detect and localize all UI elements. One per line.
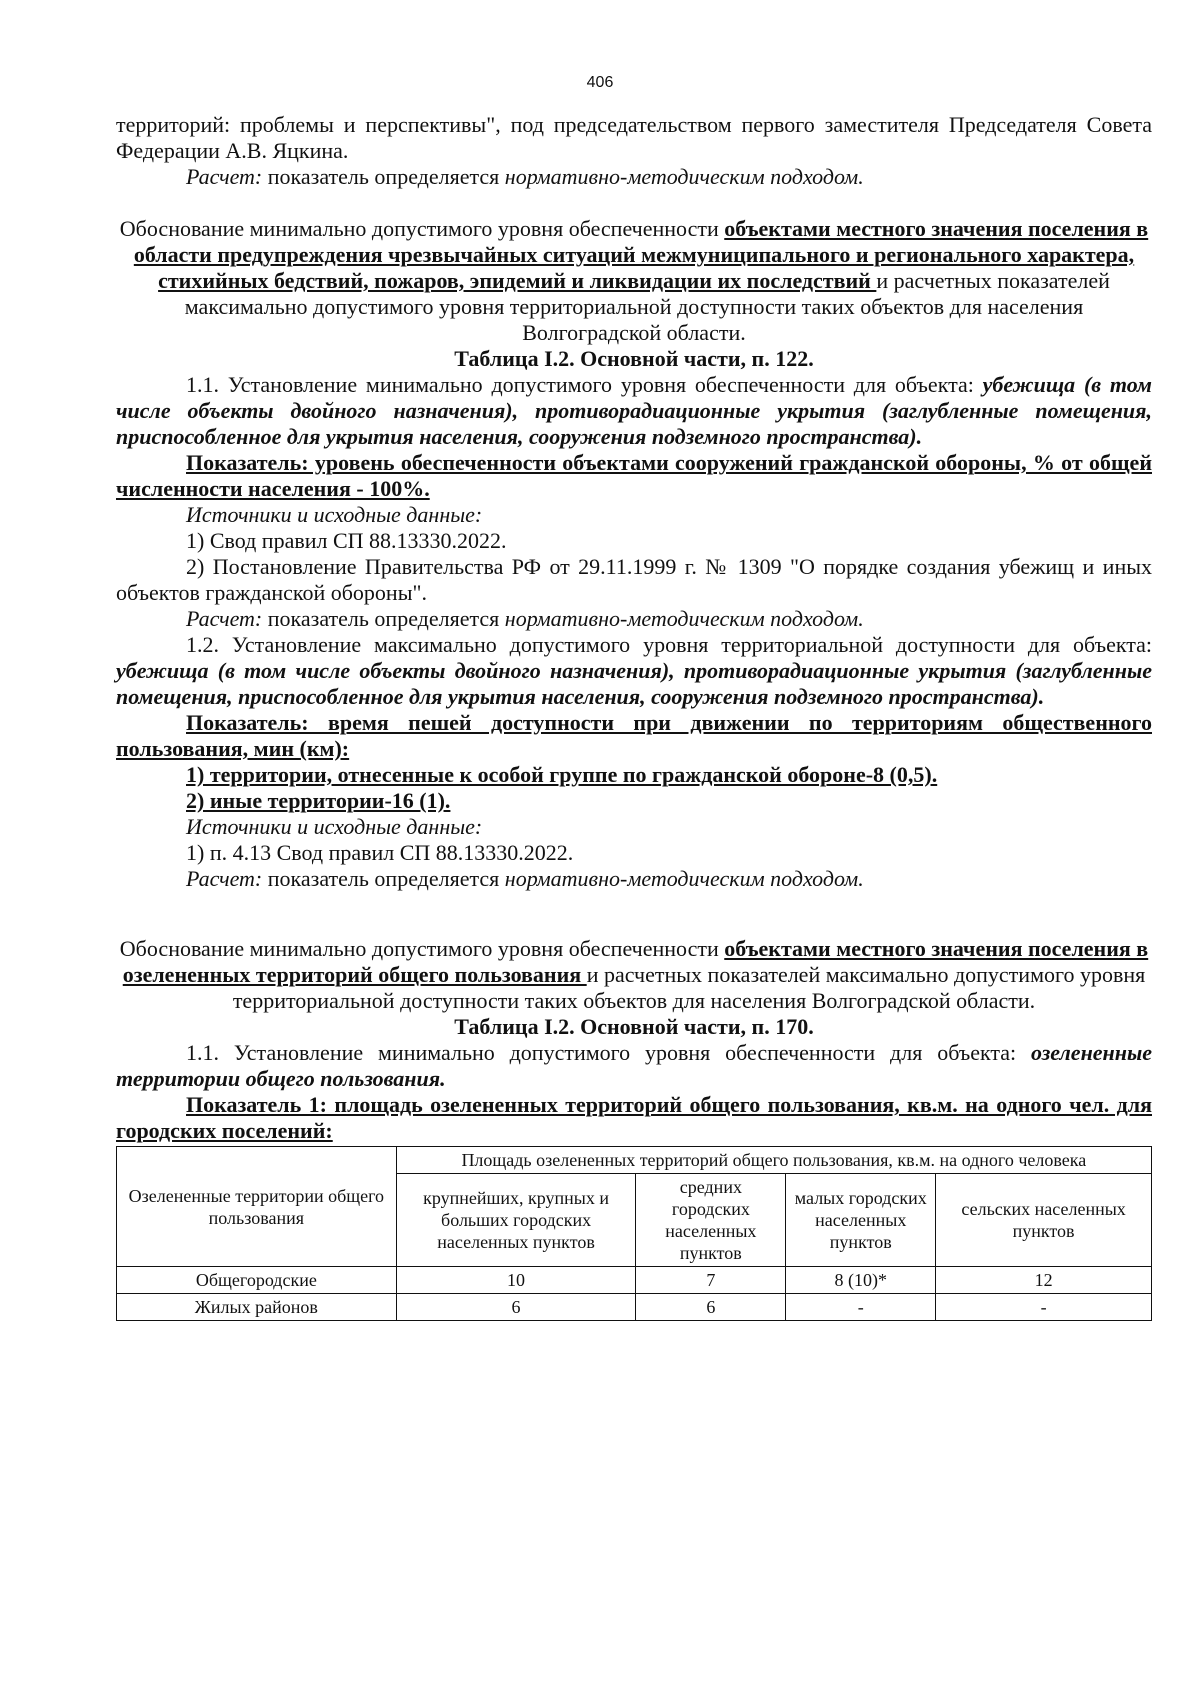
source-1: 1) Свод правил СП 88.13330.2022. [186, 528, 507, 553]
row-label: Жилых районов [117, 1294, 397, 1321]
item-lead: 1.2. Установление максимально допустимого уровня территориальной доступности для объекта: [186, 632, 1152, 657]
green-areas-table [116, 1146, 1152, 1321]
heading-pre: Обоснование минимально допустимого уровня обеспеченности [119, 216, 725, 241]
table-cell: 10 [396, 1267, 636, 1294]
source-2: 2) Постановление Правительства РФ от 29.11.1999 г. № 1309 "О порядке создания убежищ и иных объектов гражданской обороны". [116, 554, 1152, 605]
item-object: убежища (в том числе объекты двойного назначения), противорадиационные укрытия (заглубленные помещения, приспособленное для укрытия населения, сооружения подземного пространства). [116, 372, 1152, 449]
table-cell: - [786, 1294, 936, 1321]
indicator: Показатель: уровень обеспеченности объектами сооружений гражданской обороны, % от общей численности населения - 100%. [116, 450, 1152, 501]
calc-text: показатель определяется [262, 606, 505, 631]
table-cell: - [936, 1294, 1152, 1321]
calculation-line [116, 866, 1152, 892]
sources-label: Источники и исходные данные: [186, 502, 483, 527]
row-header: Озелененные территории общего пользования [117, 1147, 397, 1267]
section1-heading [116, 216, 1152, 346]
item-lead: 1.1. Установление минимально допустимого уровня обеспеченности для объекта: [186, 1040, 1031, 1065]
heading-emphasis: объектами местного значения поселения в озелененных территорий общего пользования [122, 936, 1149, 987]
section2-heading [116, 936, 1152, 1014]
indicator-2: Показатель: время пешей доступности при движении по территориям общественного пользования, мин (км): [116, 710, 1152, 761]
group-header: Площадь озелененных территорий общего пользования, кв.м. на одного человека [396, 1147, 1151, 1174]
row-label: Общегородские [117, 1267, 397, 1294]
table-cell: 6 [636, 1294, 786, 1321]
table-cell: 8 (10)* [786, 1267, 936, 1294]
calc-method: нормативно-методическим подходом. [504, 866, 864, 891]
calc-label: Расчет: [186, 164, 263, 189]
calculation-line [116, 164, 1152, 190]
table-row [117, 1267, 1152, 1294]
section2-table-ref: Таблица I.2. Основной части, п. 170. [454, 1014, 814, 1039]
table-cell: 12 [936, 1267, 1152, 1294]
indicator-2-item-2: 2) иные территории-16 (1). [186, 788, 451, 813]
table-cell: 6 [396, 1294, 636, 1321]
column-header: сельских населенных пунктов [936, 1174, 1152, 1267]
section1-table-ref: Таблица I.2. Основной части, п. 122. [454, 346, 814, 371]
item-1-1 [116, 372, 1152, 450]
table-cell: 7 [636, 1267, 786, 1294]
calc-text: показатель определяется [262, 866, 505, 891]
sources-label: Источники и исходные данные: [186, 814, 483, 839]
item-object: озелененные территории общего пользования. [116, 1040, 1152, 1091]
table-row [117, 1294, 1152, 1321]
calculation-line [116, 606, 1152, 632]
calc-label: Расчет: [186, 866, 263, 891]
calc-text: показатель определяется [262, 164, 505, 189]
item-object: убежища (в том числе объекты двойного назначения), противорадиационные укрытия (заглубленные помещения, приспособленное для укрытия населения, сооружения подземного пространства). [116, 658, 1152, 709]
column-header: средних городских населенных пунктов [636, 1174, 786, 1267]
source-3: 1) п. 4.13 Свод правил СП 88.13330.2022. [186, 840, 574, 865]
indicator-2-item-1: 1) территории, отнесенные к особой группе по гражданской обороне-8 (0,5). [186, 762, 938, 787]
calc-method: нормативно-методическим подходом. [504, 606, 864, 631]
heading-post: и расчетных показателей максимально допустимого уровня территориальной доступности таких объектов для населения Волгоградской области. [232, 962, 1146, 1013]
document-body [116, 112, 1152, 1321]
heading-pre: Обоснование минимально допустимого уровня обеспеченности [119, 936, 725, 961]
column-header: малых городских населенных пунктов [786, 1174, 936, 1267]
heading-post: и расчетных показателей максимально допустимого уровня территориальной доступности таких объектов для населения Волгоградской области. [184, 268, 1110, 345]
heading-emphasis: объектами местного значения поселения в области предупреждения чрезвычайных ситуаций межмуниципального и регионального характера, стихийных бедствий, пожаров, эпидемий и ликвидации их последствий [133, 216, 1149, 293]
item-1-2 [116, 632, 1152, 710]
calc-method: нормативно-методическим подходом. [504, 164, 864, 189]
calc-label: Расчет: [186, 606, 263, 631]
column-header: крупнейших, крупных и больших городских населенных пунктов [396, 1174, 636, 1267]
indicator: Показатель 1: площадь озелененных территорий общего пользования, кв.м. на одного чел. для городских поселений: [116, 1092, 1152, 1143]
item-lead: 1.1. Установление минимально допустимого уровня обеспеченности для объекта: [186, 372, 983, 397]
item-1-1 [116, 1040, 1152, 1092]
page-number: 406 [586, 74, 614, 91]
continued-paragraph: территорий: проблемы и перспективы", под председательством первого заместителя Председателя Совета Федерации А.В. Яцкина. [116, 112, 1152, 163]
